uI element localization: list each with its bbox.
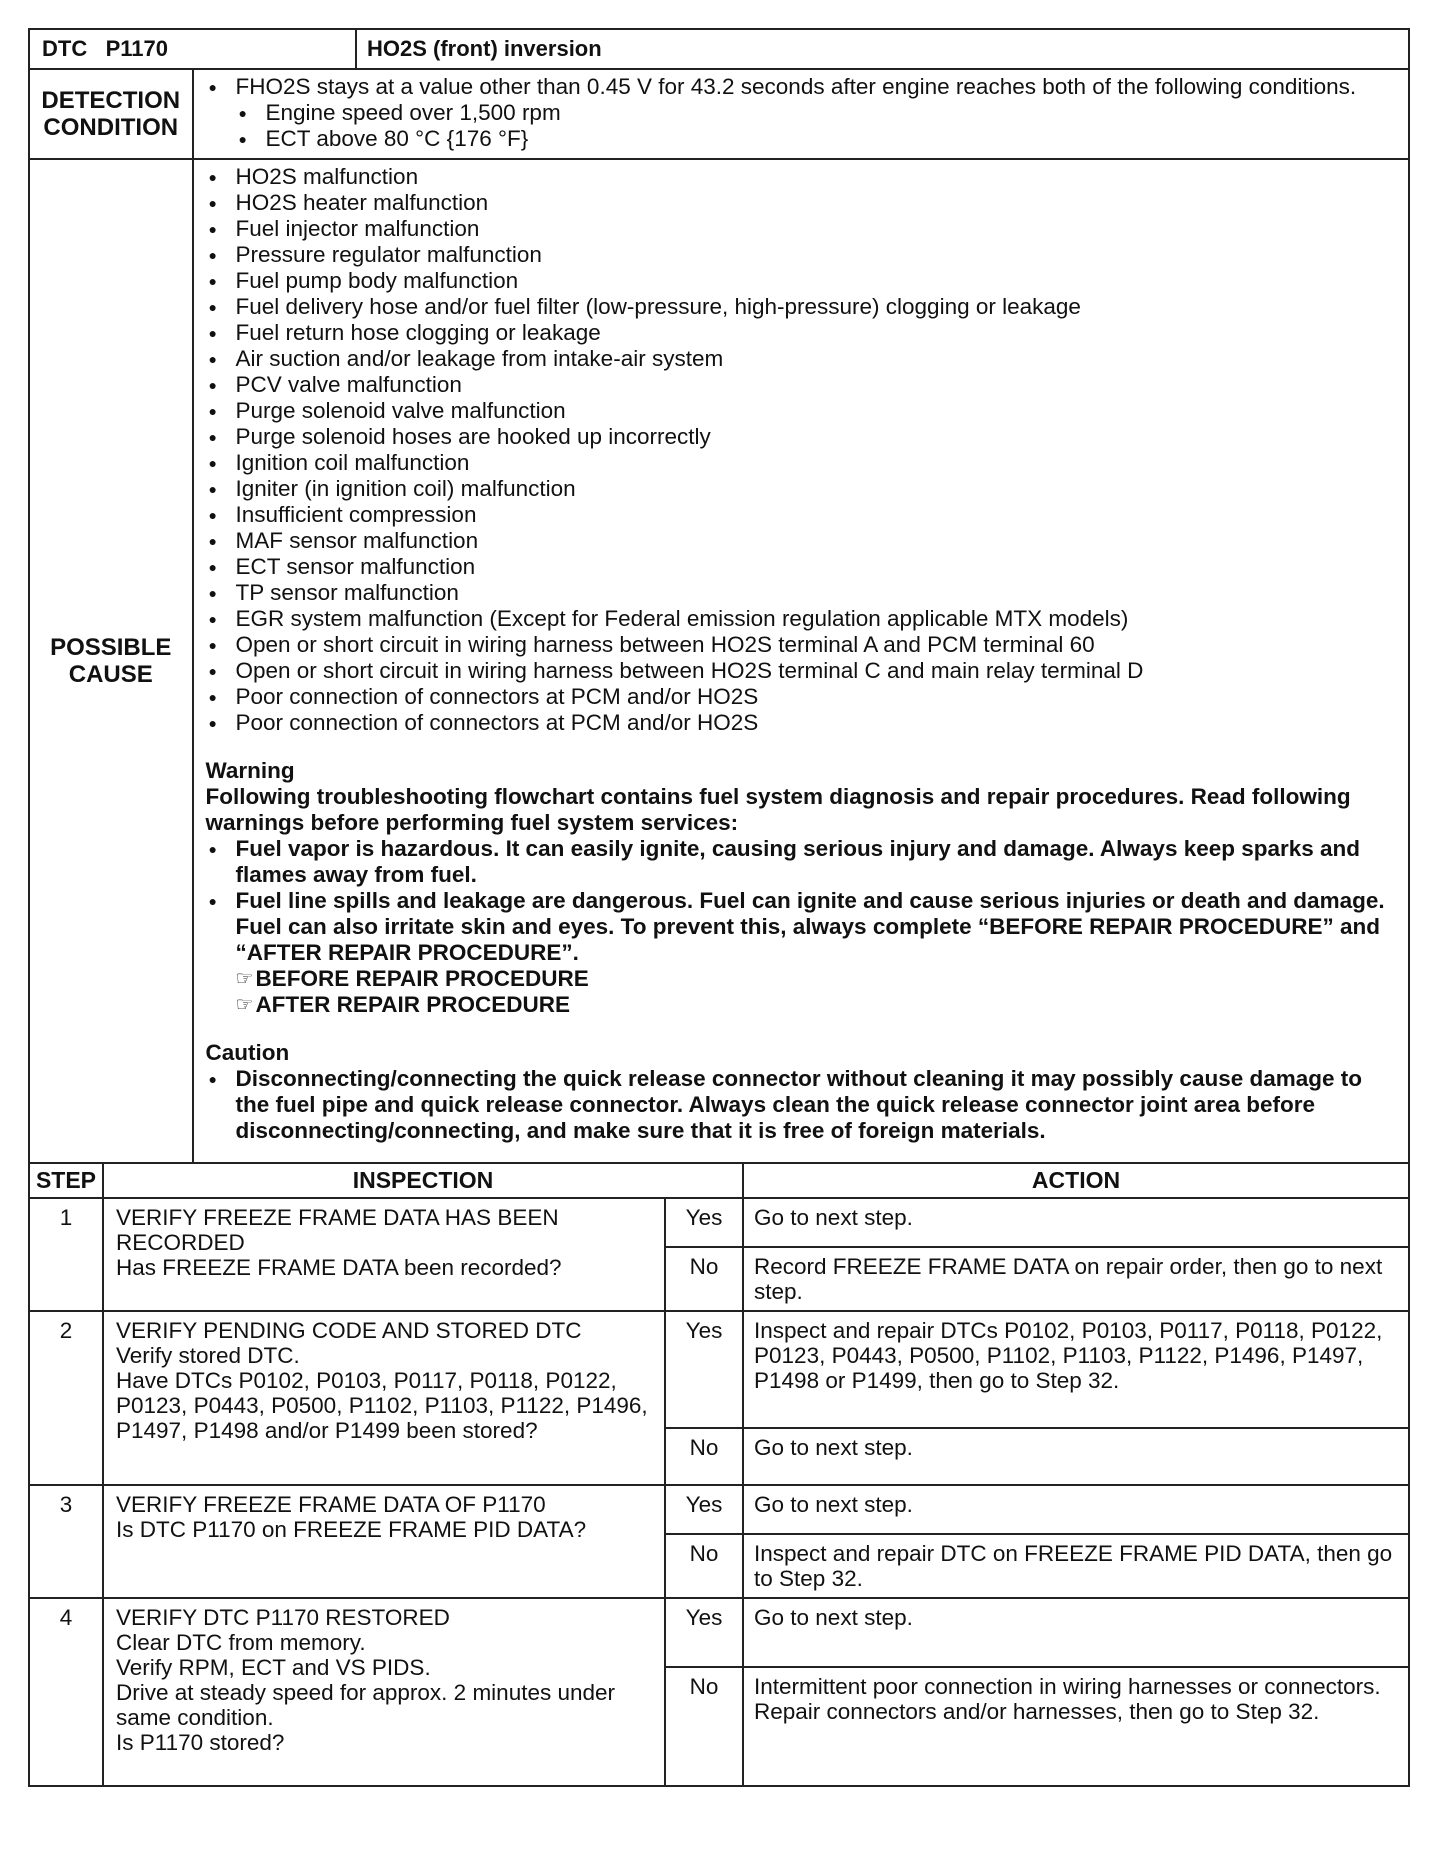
no-action: [743, 1667, 1409, 1786]
no-label: No: [665, 1667, 743, 1786]
cause-item: ● Open or short circuit in wiring harness between HO2S terminal C and main relay terminal D: [206, 658, 1395, 684]
reference-links: [206, 966, 1395, 1018]
cause-item: ● Air suction and/or leakage from intake-air system: [206, 346, 1395, 372]
inspection-line: Verify stored DTC.: [116, 1343, 300, 1368]
step-number: 1: [29, 1198, 103, 1311]
inspection-line: VERIFY FREEZE FRAME DATA HAS BEEN RECORDED: [116, 1205, 559, 1255]
before-repair-text: BEFORE REPAIR PROCEDURE: [255, 966, 589, 991]
dtc-info-table: [28, 28, 1410, 1164]
header-row: [29, 29, 1409, 69]
warning-bullet: ● Fuel vapor is hazardous. It can easily ignite, causing serious injury and damage. Always keep sparks and flames away from fuel.: [206, 836, 1395, 888]
step-number: 4: [29, 1598, 103, 1786]
no-label: No: [665, 1534, 743, 1598]
no-action: Go to next step.: [743, 1428, 1409, 1485]
no-label: No: [665, 1247, 743, 1311]
cause-item: ● Purge solenoid hoses are hooked up incorrectly: [206, 424, 1395, 450]
cause-item: ● Igniter (in ignition coil) malfunction: [206, 476, 1395, 502]
cause-item: ● ECT sensor malfunction: [206, 554, 1395, 580]
pointing-hand-icon: ☞: [235, 994, 254, 1016]
pointing-hand-icon: ☞: [235, 968, 254, 990]
cause-item: ● MAF sensor malfunction: [206, 528, 1395, 554]
cause-item: ● TP sensor malfunction: [206, 580, 1395, 606]
cause-item: ● Fuel delivery hose and/or fuel filter (low-pressure, high-pressure) clogging or leakage: [206, 294, 1395, 320]
inspection-line: Has FREEZE FRAME DATA been recorded?: [116, 1255, 562, 1280]
cause-item: ● PCV valve malfunction: [206, 372, 1395, 398]
cause-item: ● Purge solenoid valve malfunction: [206, 398, 1395, 424]
dtc-label: DTC: [42, 36, 88, 61]
cause-list: [206, 164, 1395, 736]
dtc-code-cell: [29, 29, 356, 69]
step-header: STEP: [29, 1163, 103, 1198]
yes-action: Inspect and repair DTCs P0102, P0103, P0117, P0118, P0122, P0123, P0443, P0500, P1102, P1103, P1122, P1496, P1497, P1498 or P1499, then go to Step 32.: [743, 1311, 1409, 1428]
inspection-line: VERIFY DTC P1170 RESTORED: [116, 1605, 450, 1630]
warning-intro: Following troubleshooting flowchart contains fuel system diagnosis and repair procedures. Read following warnings before performing fuel system services:: [205, 784, 1351, 835]
possible-cause-label: [29, 159, 193, 1163]
detection-content: [193, 69, 1410, 159]
detection-label-line1: DETECTION: [41, 87, 181, 114]
possible-cause-content: [193, 159, 1410, 1163]
inspection-line: Verify RPM, ECT and VS PIDS.: [116, 1655, 431, 1680]
step-row: [29, 1485, 1409, 1534]
possible-cause-label-line1: POSSIBLE: [50, 634, 172, 661]
detection-label-line2: CONDITION: [43, 114, 179, 141]
warning-block: [206, 758, 1395, 1018]
no-action-line: Repair connectors and/or harnesses, then go to Step 32.: [754, 1699, 1320, 1724]
step-row: [29, 1598, 1409, 1667]
step-inspection: [103, 1311, 665, 1485]
cause-item: ● Open or short circuit in wiring harness between HO2S terminal A and PCM terminal 60: [206, 632, 1395, 658]
detection-main-text: FHO2S stays at a value other than 0.45 V for 43.2 seconds after engine reaches both of the following conditions.: [235, 74, 1357, 99]
step-number: 2: [29, 1311, 103, 1485]
inspection-line: Clear DTC from memory.: [116, 1630, 366, 1655]
steps-table: [28, 1162, 1410, 1787]
caution-bullet: ● Disconnecting/connecting the quick release connector without cleaning it may possibly cause damage to the fuel pipe and quick release connector. Always clean the quick release connector joint area before disconnecting/connecting, and make sure that it is free of foreign materials.: [206, 1066, 1395, 1144]
warning-bullet: [206, 888, 1395, 966]
caution-title: Caution: [205, 1040, 290, 1065]
action-header: ACTION: [743, 1163, 1409, 1198]
dtc-document: [28, 28, 1410, 1787]
inspection-line: VERIFY PENDING CODE AND STORED DTC: [116, 1318, 582, 1343]
cause-item: ● Insufficient compression: [206, 502, 1395, 528]
no-action: Inspect and repair DTC on FREEZE FRAME PID DATA, then go to Step 32.: [743, 1534, 1409, 1598]
step-inspection: [103, 1198, 665, 1311]
cause-item: ● Fuel injector malfunction: [206, 216, 1395, 242]
steps-body: [29, 1198, 1409, 1786]
detection-label: [29, 69, 193, 159]
step-row: [29, 1311, 1409, 1428]
cause-item: ● Fuel return hose clogging or leakage: [206, 320, 1395, 346]
dtc-title: HO2S (front) inversion: [356, 29, 1409, 69]
inspection-line: Drive at steady speed for approx. 2 minutes under same condition.: [116, 1680, 616, 1730]
cause-item: ● Poor connection of connectors at PCM and/or HO2S: [206, 710, 1395, 736]
no-action: Record FREEZE FRAME DATA on repair order, then go to next step.: [743, 1247, 1409, 1311]
caution-block: [206, 1040, 1395, 1156]
after-repair-link[interactable]: [236, 992, 1395, 1018]
cause-item: ● Pressure regulator malfunction: [206, 242, 1395, 268]
detection-main: [206, 74, 1395, 152]
cause-item: ● Ignition coil malfunction: [206, 450, 1395, 476]
inspection-line: Is P1170 stored?: [116, 1730, 285, 1755]
inspection-line: VERIFY FREEZE FRAME DATA OF P1170: [116, 1492, 546, 1517]
yes-action: Go to next step.: [743, 1598, 1409, 1667]
step-number: 3: [29, 1485, 103, 1598]
cause-item: ● HO2S malfunction: [206, 164, 1395, 190]
cause-item: ● Fuel pump body malfunction: [206, 268, 1395, 294]
yes-label: Yes: [665, 1485, 743, 1534]
dtc-code: P1170: [105, 36, 168, 61]
no-action-line: Intermittent poor connection in wiring harnesses or connectors.: [754, 1674, 1381, 1699]
inspection-line: Is DTC P1170 on FREEZE FRAME PID DATA?: [116, 1517, 587, 1542]
detection-sub-item: ● ECT above 80 °C {176 °F}: [236, 126, 1395, 152]
step-row: [29, 1198, 1409, 1247]
warning-bullet-text: Fuel line spills and leakage are dangerous. Fuel can ignite and cause serious injuries or death and damage. Fuel can also irritate skin and eyes. To prevent this, always complete “BEFORE REPAIR PROCEDURE” and “AFTER REPAIR PROCEDURE”.: [235, 888, 1385, 965]
detection-row: [29, 69, 1409, 159]
possible-cause-label-line2: CAUSE: [68, 661, 153, 688]
yes-label: Yes: [665, 1598, 743, 1667]
yes-action: Go to next step.: [743, 1485, 1409, 1534]
yes-label: Yes: [665, 1311, 743, 1428]
cause-item: ● EGR system malfunction (Except for Federal emission regulation applicable MTX models): [206, 606, 1395, 632]
cause-item: ● HO2S heater malfunction: [206, 190, 1395, 216]
after-repair-text: AFTER REPAIR PROCEDURE: [255, 992, 571, 1017]
steps-header-row: [29, 1163, 1409, 1198]
inspection-line: Have DTCs P0102, P0103, P0117, P0118, P0122, P0123, P0443, P0500, P1102, P1103, P1122, P1496, P1497, P1498 and/or P1499 been stored?: [116, 1368, 648, 1443]
warning-title: Warning: [205, 758, 295, 783]
step-inspection: [103, 1598, 665, 1786]
yes-label: Yes: [665, 1198, 743, 1247]
step-inspection: [103, 1485, 665, 1598]
detection-sub-item: ● Engine speed over 1,500 rpm: [236, 100, 1395, 126]
inspection-header: INSPECTION: [103, 1163, 743, 1198]
cause-item: ● Poor connection of connectors at PCM and/or HO2S: [206, 684, 1395, 710]
before-repair-link[interactable]: [236, 966, 1395, 992]
possible-cause-row: [29, 159, 1409, 1163]
no-label: No: [665, 1428, 743, 1485]
yes-action: Go to next step.: [743, 1198, 1409, 1247]
